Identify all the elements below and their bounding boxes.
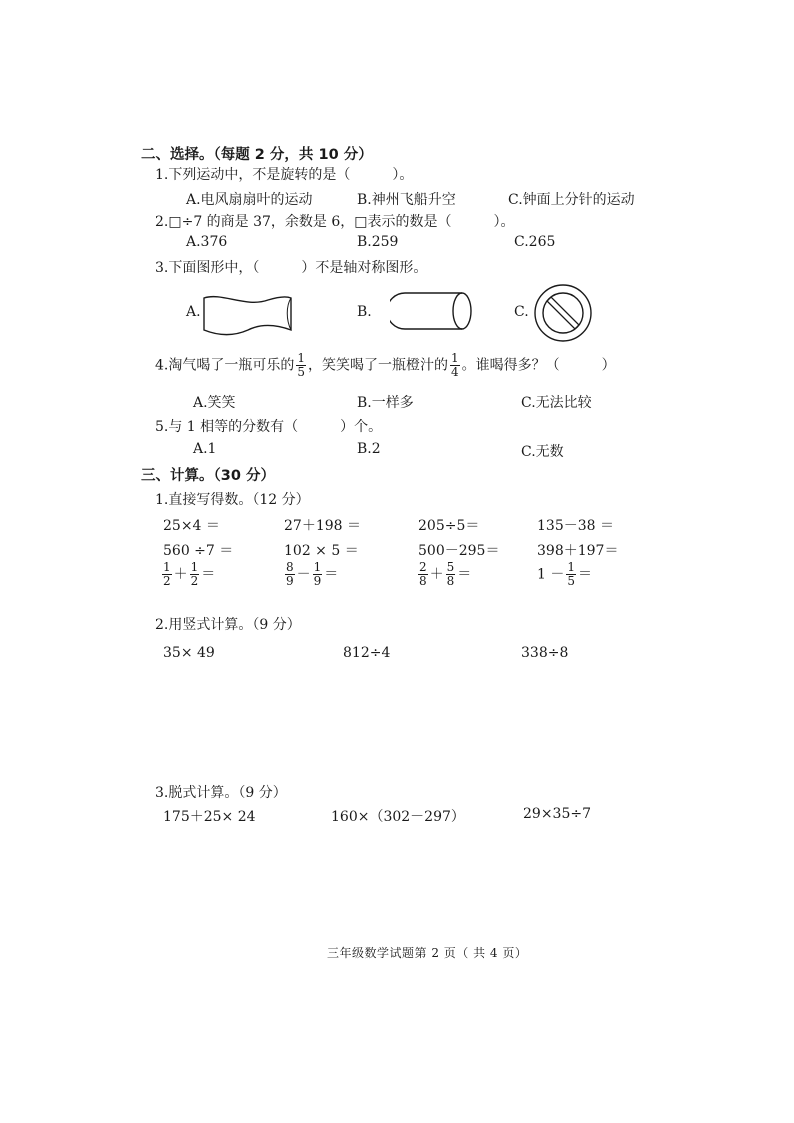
r3-2-op: － (296, 566, 311, 583)
part-2-title: 2.用竖式计算。（9 分） (155, 617, 301, 633)
q2-option-c: C.265 (514, 234, 556, 250)
page-footer: 三年级数学试题第 2 页（ 共 4 页） (327, 946, 528, 960)
q5-option-c: C.无数 (521, 444, 564, 460)
calc-r2-2: 102 × 5 ＝ (284, 543, 359, 559)
q4-f1-numerator: 1 (297, 351, 305, 365)
stepwise-calc-3: 29×35÷7 (523, 806, 591, 822)
calc-r1-4: 135－38 ＝ (537, 518, 614, 534)
q5-option-a: A.1 (193, 441, 217, 457)
question-3: 3.下面图形中，（ ）不是轴对称图形。 (155, 260, 428, 276)
no-entry-sign-shape (532, 282, 594, 344)
question-1: 1.下列运动中，不是旋转的是（ ）。 (155, 167, 414, 183)
q4-f2-denominator: 4 (451, 365, 459, 379)
question-5: 5.与 1 相等的分数有（ ）个。 (155, 419, 383, 435)
r3-3-frac-b (446, 561, 456, 588)
r3-2-eq: ＝ (324, 566, 339, 583)
r3-1-op: ＋ (173, 566, 188, 583)
r3-4-den: 5 (567, 574, 575, 588)
q1-option-b: B.神州飞船升空 (357, 192, 456, 208)
calc-r2-3: 500－295＝ (418, 543, 500, 559)
vertical-calc-2: 812÷4 (343, 645, 391, 661)
q2-option-b: B.259 (357, 234, 399, 250)
r3-2-b-den: 9 (313, 574, 322, 588)
calc-r3-3 (416, 561, 471, 588)
r3-1-a-den: 2 (163, 574, 171, 588)
q4-f2-numerator: 1 (451, 351, 459, 365)
r3-3-op: ＋ (429, 566, 444, 583)
q1-option-c: C.钟面上分针的运动 (508, 192, 635, 208)
semicircle-cylinder-shape (390, 290, 480, 332)
r3-3-b-num: 5 (446, 560, 455, 574)
q2-option-a: A.376 (186, 234, 228, 250)
calc-r3-4 (537, 561, 592, 588)
r3-3-a-den: 8 (419, 574, 427, 588)
q4-text-post: 。谁喝得多？（ ） (461, 357, 616, 374)
r3-2-a-den: 9 (286, 574, 294, 588)
r3-2-b-num: 1 (313, 560, 322, 574)
r3-3-eq: ＝ (457, 566, 472, 583)
r3-1-frac-b (190, 561, 200, 588)
vertical-calc-3: 338÷8 (521, 645, 569, 661)
part-3-title: 3.脱式计算。（9 分） (155, 785, 287, 801)
q5-option-b: B.2 (357, 441, 381, 457)
calc-r1-1: 25×4 ＝ (163, 518, 220, 534)
r3-3-b-den: 8 (446, 574, 455, 588)
q3-option-c: C. (514, 304, 529, 320)
stepwise-calc-2: 160×（302－297） (331, 809, 465, 825)
calc-r2-1: 560 ÷7 ＝ (163, 543, 234, 559)
r3-2-frac-a (285, 561, 295, 588)
q4-f1-denominator: 5 (297, 365, 305, 379)
calc-r1-3: 205÷5＝ (418, 518, 480, 534)
q4-option-b: B.一样多 (357, 395, 414, 411)
q4-option-a: A.笑笑 (193, 395, 236, 411)
r3-2-a-num: 8 (286, 560, 294, 574)
r3-1-a-num: 1 (163, 560, 171, 574)
stepwise-calc-1: 175＋25× 24 (163, 809, 256, 825)
calc-r3-2 (283, 561, 338, 588)
q4-text-mid: ，笑笑喝了一瓶橙汁的 (308, 357, 448, 374)
question-4 (155, 352, 616, 379)
r3-4-eq: ＝ (578, 566, 592, 583)
q4-text-pre: 4.淘气喝了一瓶可乐的 (155, 357, 295, 374)
section-2-title: 二、选择。（每题 2 分，共 10 分） (141, 147, 373, 163)
q1-option-a: A.电风扇扇叶的运动 (186, 192, 313, 208)
section-3-title: 三、计算。（30 分） (141, 468, 275, 484)
r3-4-num: 1 (567, 560, 575, 574)
r3-4-lead: 1 － (537, 566, 565, 583)
vertical-calc-1: 35× 49 (163, 645, 215, 661)
r3-1-b-num: 1 (190, 560, 199, 574)
calc-r1-2: 27＋198 ＝ (284, 518, 361, 534)
calc-r2-4: 398＋197＝ (537, 543, 619, 559)
q4-fraction-2 (450, 352, 460, 379)
r3-1-eq: ＝ (201, 566, 216, 583)
question-2: 2.□÷7 的商是 37，余数是 6，□表示的数是（ ）。 (155, 214, 515, 230)
r3-3-frac-a (418, 561, 428, 588)
q4-option-c: C.无法比较 (521, 395, 592, 411)
q4-fraction-1 (296, 352, 306, 379)
r3-4-frac (566, 561, 576, 588)
calc-r3-1 (160, 561, 215, 588)
wavy-banner-shape (200, 288, 295, 340)
r3-2-frac-b (313, 561, 323, 588)
q3-option-b: B. (357, 304, 372, 320)
r3-3-a-num: 2 (419, 560, 427, 574)
r3-1-b-den: 2 (190, 574, 199, 588)
r3-1-frac-a (162, 561, 172, 588)
q3-option-a: A. (186, 304, 201, 320)
part-1-title: 1.直接写得数。（12 分） (155, 492, 310, 508)
